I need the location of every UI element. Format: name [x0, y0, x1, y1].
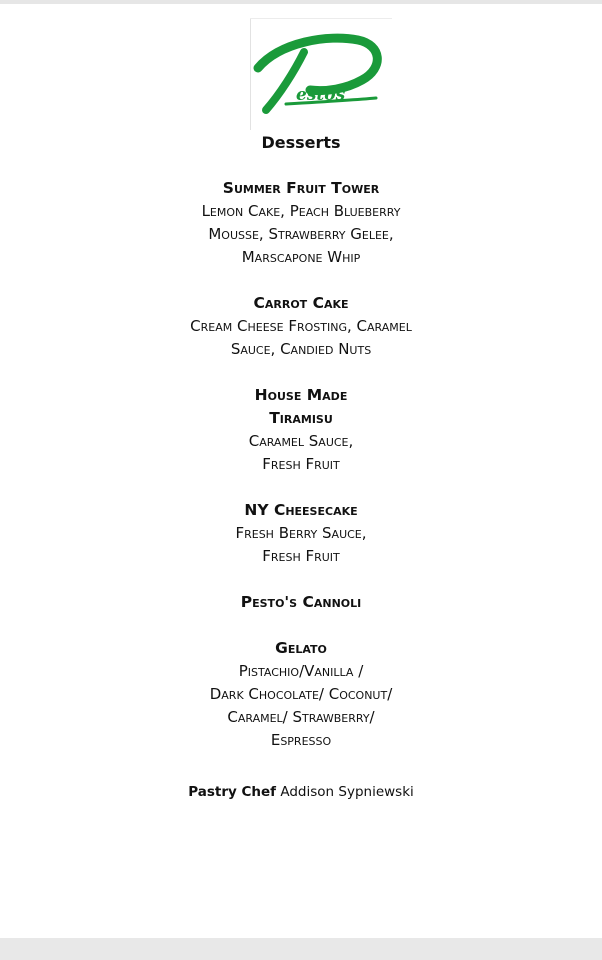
viewer-bottom-bar [0, 938, 602, 960]
menu-item-ny-cheesecake [0, 499, 602, 568]
menu-page [0, 4, 602, 938]
item-name: Summer Fruit Tower [222, 179, 380, 197]
credit-role: Pastry Chef [188, 784, 277, 800]
item-description-line: Caramel Sauce, [248, 432, 354, 450]
logo-text: estos [296, 85, 346, 105]
menu-item-carrot-cake [0, 292, 602, 361]
item-description-line: Fresh Fruit [262, 455, 340, 473]
item-description-line: Dark Chocolate/ Coconut/ [209, 685, 393, 703]
item-description-line: Cream Cheese Frosting, Caramel [190, 317, 412, 335]
pestos-logo-icon [250, 18, 392, 130]
item-description-line: Sauce, Candied Nuts [230, 340, 372, 358]
item-description-line: Fresh Berry Sauce, [235, 524, 367, 542]
credit-name: Addison Sypniewski [280, 784, 414, 800]
menu-content [0, 132, 602, 802]
item-description-line: Pistachio/Vanilla / [238, 662, 364, 680]
pastry-chef-credit [0, 782, 602, 802]
item-description-line: Espresso [270, 731, 332, 749]
item-description-line: Mousse, Strawberry Gelee, [208, 225, 394, 243]
section-title: Desserts [261, 133, 341, 152]
item-description-line: Lemon Cake, Peach Blueberry [201, 202, 401, 220]
menu-item-summer-fruit-tower [0, 177, 602, 269]
item-name: House Made [254, 386, 348, 404]
item-name: Carrot Cake [253, 294, 349, 312]
item-name-line-2: Tiramisu [269, 409, 333, 427]
item-description-line: Fresh Fruit [262, 547, 340, 565]
item-name: NY Cheesecake [244, 501, 358, 519]
menu-item-cannoli [0, 591, 602, 614]
menu-item-tiramisu [0, 384, 602, 476]
item-description-line: Marscapone Whip [241, 248, 361, 266]
item-name: Pesto's Cannoli [240, 593, 362, 611]
menu-item-gelato [0, 637, 602, 752]
item-name: Gelato [275, 639, 327, 657]
item-description-line: Caramel/ Strawberry/ [227, 708, 375, 726]
